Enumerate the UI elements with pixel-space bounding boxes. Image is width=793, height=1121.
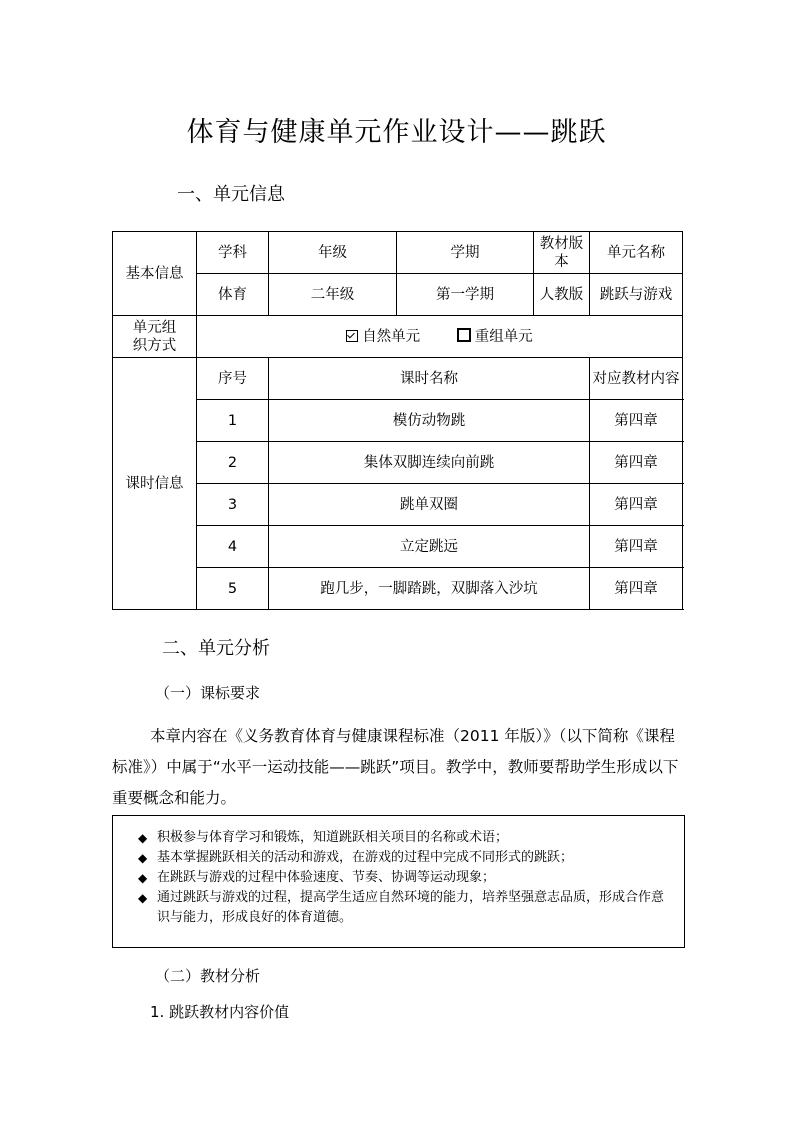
table-row	[113, 316, 683, 358]
lesson-name: 模仿动物跳	[269, 400, 590, 442]
org-label: 单元组织方式	[113, 316, 197, 358]
numbered-heading: 1. 跳跃教材内容价值	[150, 1003, 290, 1021]
list-item	[138, 828, 674, 848]
header-grade: 年级	[269, 232, 397, 274]
body-paragraph: 本章内容在《义务教育体育与健康课程标准（2011 年版）》（以下简称《课程标准》）中属于“水平一运动技能——跳跃”项目。教学中，教师要帮助学生形成以下重要概念和能力。	[112, 727, 679, 807]
table-row	[113, 358, 683, 400]
table-row	[113, 526, 683, 568]
lesson-info-label: 课时信息	[113, 358, 197, 610]
org-options	[197, 316, 683, 358]
value-grade: 二年级	[269, 274, 397, 316]
list-item-text: 在跳跃与游戏的过程中体验速度、节奏、协调等运动现象；	[157, 870, 496, 885]
table-row	[113, 568, 683, 610]
list-item	[138, 868, 674, 888]
list-item	[138, 848, 674, 868]
option-natural-unit[interactable]	[346, 328, 420, 346]
lesson-content: 第四章	[590, 442, 683, 484]
header-textbook-version: 教材版本	[534, 232, 590, 274]
list-item-text: 基本掌握跳跃相关的活动和游戏，在游戏的过程中完成不同形式的跳跃；	[157, 850, 574, 865]
empty-checkbox-icon[interactable]	[457, 328, 471, 342]
section-heading-unit-analysis: 二、单元分析	[162, 638, 270, 659]
option-regrouped-unit[interactable]	[457, 328, 533, 346]
lesson-no: 2	[197, 442, 269, 484]
table-row	[113, 400, 683, 442]
header-semester: 学期	[397, 232, 534, 274]
lesson-no: 5	[197, 568, 269, 610]
header-subject: 学科	[197, 232, 269, 274]
lesson-no: 1	[197, 400, 269, 442]
lesson-no: 3	[197, 484, 269, 526]
requirements-box	[112, 815, 685, 948]
option-label: 自然单元	[362, 328, 421, 345]
lesson-content: 第四章	[590, 526, 683, 568]
lesson-name: 跳单双圈	[269, 484, 590, 526]
unit-info-table	[112, 231, 683, 610]
document-title: 体育与健康单元作业设计——跳跃	[186, 117, 607, 148]
lesson-name: 集体双脚连续向前跳	[269, 442, 590, 484]
value-textbook-version: 人教版	[534, 274, 590, 316]
list-item	[138, 888, 674, 928]
basic-info-label: 基本信息	[113, 232, 197, 316]
list-item-text: 通过跳跃与游戏的过程，提高学生适应自然环境的能力，培养坚强意志品质，形成合作意识与能力，形成良好的体育道德。	[157, 890, 665, 925]
lesson-name: 立定跳远	[269, 526, 590, 568]
diamond-bullet-icon: ◆	[138, 891, 148, 905]
lesson-header-no: 序号	[197, 358, 269, 400]
diamond-bullet-icon: ◆	[138, 831, 148, 845]
header-unit-name: 单元名称	[590, 232, 683, 274]
table-row	[113, 484, 683, 526]
subsection-heading-curriculum: （一）课标要求	[155, 684, 261, 702]
requirements-list	[138, 828, 674, 928]
lesson-header-content: 对应教材内容	[590, 358, 683, 400]
value-semester: 第一学期	[397, 274, 534, 316]
subsection-heading-textbook: （二）教材分析	[155, 967, 261, 985]
list-item-text: 积极参与体育学习和锻炼，知道跳跃相关项目的名称或术语；	[157, 830, 509, 845]
value-subject: 体育	[197, 274, 269, 316]
option-label: 重组单元	[474, 328, 533, 345]
lesson-header-name: 课时名称	[269, 358, 590, 400]
table-row	[113, 274, 683, 316]
table-row	[113, 442, 683, 484]
lesson-content: 第四章	[590, 400, 683, 442]
lesson-no: 4	[197, 526, 269, 568]
value-unit-name: 跳跃与游戏	[590, 274, 683, 316]
table-row	[113, 232, 683, 274]
diamond-bullet-icon: ◆	[138, 851, 148, 865]
lesson-content: 第四章	[590, 568, 683, 610]
checked-checkbox-icon[interactable]	[346, 330, 358, 342]
diamond-bullet-icon: ◆	[138, 871, 148, 885]
lesson-name: 跑几步，一脚踏跳，双脚落入沙坑	[269, 568, 590, 610]
lesson-content: 第四章	[590, 484, 683, 526]
section-heading-unit-info: 一、单元信息	[177, 184, 285, 205]
